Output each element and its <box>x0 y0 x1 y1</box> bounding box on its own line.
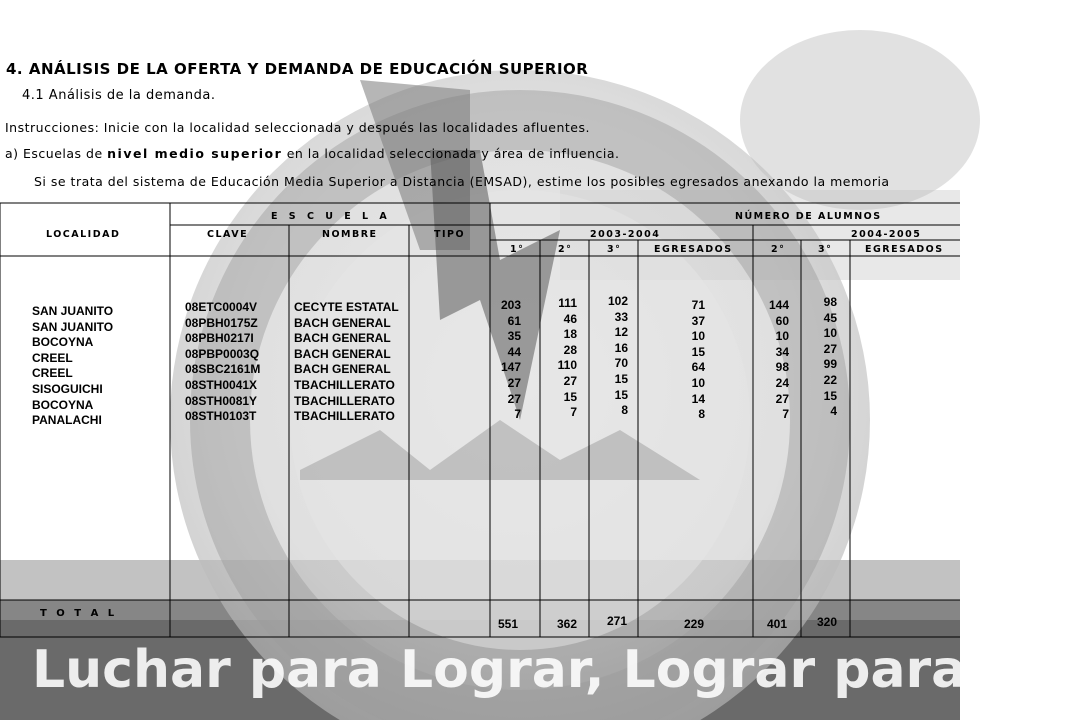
table-cell: 28 <box>563 342 577 357</box>
table-cell: CREEL <box>32 350 73 365</box>
header-y2-tercero: 3° <box>818 244 833 255</box>
instructions-text: Inicie con la localidad seleccionada y después las localidades afluentes. <box>103 120 590 135</box>
table-cell: 10 <box>775 329 789 344</box>
table-cell: 70 <box>614 356 628 371</box>
column-localidad <box>32 304 113 429</box>
header-y2-segundo: 2° <box>771 244 786 255</box>
column-y1-primero <box>494 298 521 423</box>
table-cell: 147 <box>500 360 521 375</box>
header-escuela: E S C U E L A <box>271 211 391 222</box>
header-tipo: TIPO <box>434 229 466 240</box>
table-cell: 98 <box>775 360 789 375</box>
table-cell: 33 <box>614 309 628 324</box>
table-cell: 15 <box>563 389 577 404</box>
table-cell: 45 <box>823 310 837 325</box>
header-clave: CLAVE <box>207 229 249 240</box>
table-cell: 61 <box>507 313 521 328</box>
page-title: 4. ANÁLISIS DE LA OFERTA Y DEMANDA DE EDUCACIÓN SUPERIOR <box>6 60 589 78</box>
total-y1-egresados: 229 <box>684 617 705 631</box>
table-cell: 110 <box>557 358 577 373</box>
table-cell: BACH GENERAL <box>294 346 391 361</box>
header-total: T O T A L <box>40 608 118 619</box>
table-cell: 15 <box>614 387 628 402</box>
total-y1-segundo: 362 <box>557 617 578 631</box>
table-cell: 203 <box>500 298 521 312</box>
table-cell: BACH GENERAL <box>294 315 391 330</box>
table-cell: BACH GENERAL <box>294 331 391 346</box>
table-cell: 27 <box>507 375 521 390</box>
table-cell: 08ETC0004V <box>185 300 258 314</box>
table-cell: CREEL <box>32 366 73 381</box>
table-cell: 60 <box>775 313 789 328</box>
total-y1-tercero: 271 <box>607 614 628 628</box>
table-cell: 15 <box>614 371 628 386</box>
table-cell: CECYTE ESTATAL <box>294 300 399 314</box>
header-y1-tercero: 3° <box>607 244 622 255</box>
table-cell: 4 <box>830 404 837 419</box>
table-cell: 08STH0041X <box>185 377 258 392</box>
table-cell: 8 <box>698 407 705 422</box>
table-cell: 08PBP0003Q <box>185 346 260 361</box>
table-cell: 98 <box>823 295 837 309</box>
table-cell: BOCOYNA <box>32 397 94 412</box>
header-localidad: LOCALIDAD <box>46 229 121 240</box>
table-cell: 27 <box>823 341 837 356</box>
table-cell: 64 <box>691 360 705 375</box>
table-cell: 7 <box>782 407 789 422</box>
table-cell: BOCOYNA <box>32 335 94 350</box>
table-cell: 99 <box>823 357 837 372</box>
table-cell: 16 <box>614 340 628 355</box>
column-y1-egresados <box>690 298 705 423</box>
table-cell: 46 <box>563 311 577 326</box>
header-y1-primero: 1° <box>510 244 525 255</box>
table-cell: 102 <box>607 294 628 308</box>
total-y2-tercero: 320 <box>817 615 838 629</box>
header-y2-egresados: EGRESADOS <box>865 244 944 255</box>
table-cell: 15 <box>691 344 705 359</box>
item-a-line <box>5 146 620 161</box>
header-y1-egresados: EGRESADOS <box>654 244 733 255</box>
header-year-2004-2005: 2004-2005 <box>851 229 922 240</box>
emsad-note: Si se trata del sistema de Educación Media Superior a Distancia (EMSAD), estime los posibles egresados anexando la memoria <box>34 174 890 189</box>
header-nombre: NOMBRE <box>322 229 378 240</box>
column-y2-tercero <box>818 295 837 420</box>
table-cell: 111 <box>558 296 577 310</box>
table-cell: 44 <box>507 344 521 359</box>
header-year-2003-2004: 2003-2004 <box>590 229 661 240</box>
table-cell: SAN JUANITO <box>32 304 114 318</box>
item-a-bold: nivel medio superior <box>107 146 283 161</box>
table-cell: PANALACHI <box>32 413 102 428</box>
column-clave <box>185 300 260 425</box>
instructions-label: Instrucciones: <box>5 120 100 135</box>
table-cell: 27 <box>563 373 577 388</box>
column-nombre <box>294 300 399 425</box>
slogan-watermark: Luchar para Lograr, Lograr para Dar <box>32 640 1088 700</box>
table-cell: 10 <box>691 375 705 390</box>
table-cell: 15 <box>823 388 837 403</box>
table-cell: 37 <box>691 313 705 328</box>
table-cell: 7 <box>514 407 521 422</box>
table-cell: BACH GENERAL <box>294 362 391 377</box>
table-cell: 27 <box>775 391 789 406</box>
table-cell: 144 <box>768 298 789 312</box>
table-cell: 71 <box>691 298 705 312</box>
table-cell: 27 <box>507 391 521 406</box>
table-cell: 22 <box>823 372 837 387</box>
table-cell: 08STH0103T <box>185 409 257 424</box>
table-cell: SAN JUANITO <box>32 319 114 334</box>
section-subtitle: 4.1 Análisis de la demanda. <box>22 88 216 103</box>
table-cell: 08SBC2161M <box>185 362 261 377</box>
header-numero-alumnos: NÚMERO DE ALUMNOS <box>735 211 882 222</box>
item-a-prefix: a) Escuelas de <box>5 146 103 161</box>
total-y2-segundo: 401 <box>767 617 788 631</box>
table-cell: 08STH0081Y <box>185 393 258 408</box>
table-cell: 10 <box>691 329 705 344</box>
instructions-line <box>5 120 590 135</box>
table-cell: TBACHILLERATO <box>294 377 395 392</box>
table-cell: SISOGUICHI <box>32 381 103 396</box>
table-cell: TBACHILLERATO <box>294 409 395 424</box>
header-y1-segundo: 2° <box>558 244 573 255</box>
table-cell: 08PBH0175Z <box>185 315 258 330</box>
table-cell: 08PBH0217I <box>185 331 254 346</box>
table-cell: 10 <box>823 326 837 341</box>
column-y2-segundo <box>765 298 789 423</box>
table-cell: 8 <box>621 403 628 418</box>
table-cell: 34 <box>775 344 789 359</box>
table-cell: 24 <box>775 375 789 390</box>
table-cell: 35 <box>507 329 521 344</box>
column-y1-tercero <box>600 294 628 419</box>
table-cell: 12 <box>614 325 628 340</box>
table-cell: 14 <box>691 391 705 406</box>
table-cell: TBACHILLERATO <box>294 393 395 408</box>
table-cell: 18 <box>563 327 577 342</box>
item-a-suffix: en la localidad seleccionada y área de influencia. <box>286 146 620 161</box>
table-cell: 7 <box>570 405 577 420</box>
column-y1-segundo <box>550 296 577 421</box>
total-y1-primero: 551 <box>498 617 519 631</box>
